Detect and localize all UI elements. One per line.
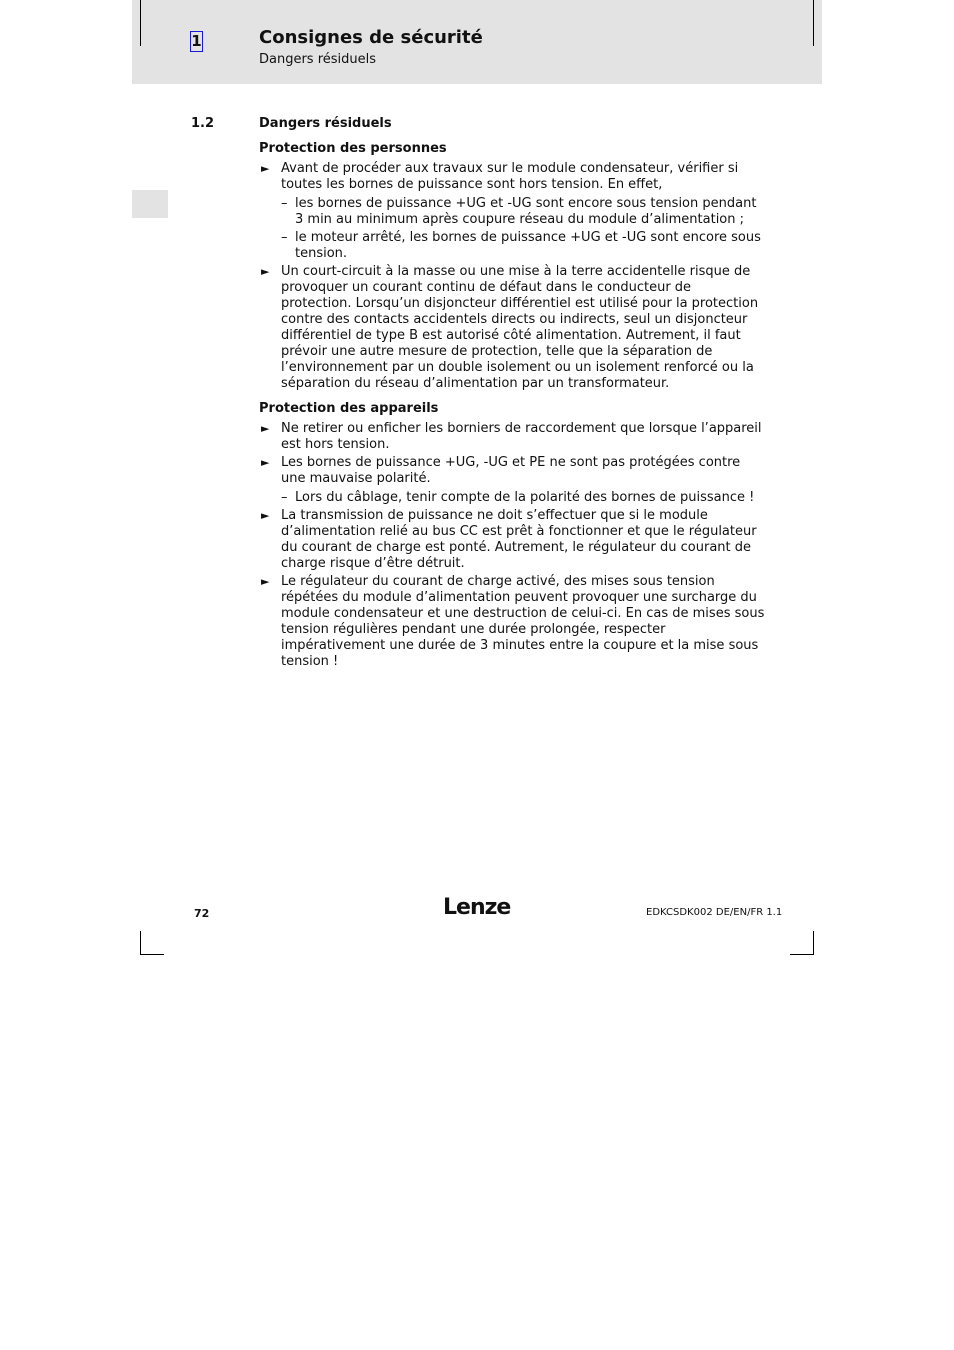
devices-heading: Protection des appareils: [259, 401, 439, 416]
side-tab-marker: [132, 190, 168, 218]
list-item: [259, 455, 765, 487]
list-item: [259, 508, 765, 572]
persons-heading: Protection des personnes: [259, 141, 447, 156]
section-number: 1.2: [191, 116, 215, 131]
chapter-subtitle: Dangers résiduels: [259, 52, 377, 67]
list-item: [259, 421, 765, 453]
crop-mark-bottom-left-h: [140, 954, 164, 955]
list-item: [259, 161, 765, 193]
bullet-arrow-icon: ►: [261, 422, 270, 435]
list-item-text: La transmission de puissance ne doit s’effectuer que si le module d’alimentation relié au bus CC est prêt à fonctionner et que le régulateur du courant de charge est ponté. Autrement, le régulateur du courant de charge risque d’être détruit.: [281, 508, 757, 571]
sub-list-item-text: le moteur arrêté, les bornes de puissance +UG et -UG sont encore sous tension.: [295, 230, 761, 261]
list-item: [259, 264, 765, 392]
crop-mark-top-left: [140, 0, 141, 46]
dash-icon: –: [281, 490, 288, 505]
list-item: [259, 574, 765, 670]
chapter-title: Consignes de sécurité: [259, 27, 483, 48]
crop-mark-top-right: [813, 0, 814, 46]
crop-mark-bottom-left-v: [140, 931, 141, 955]
sub-list-item-text: les bornes de puissance +UG et -UG sont encore sous tension pendant 3 min au minimum après coupure réseau du module d’alimentation ;: [295, 196, 757, 227]
bullet-arrow-icon: ►: [261, 162, 270, 175]
sub-list-item: [259, 196, 765, 228]
list-item-text: Ne retirer ou enficher les borniers de raccordement que lorsque l’appareil est hors tension.: [281, 421, 762, 452]
crop-mark-bottom-right-h: [790, 954, 814, 955]
section-body: [259, 141, 765, 672]
section-title: Dangers résiduels: [259, 116, 392, 131]
list-item-text: Un court-circuit à la masse ou une mise à la terre accidentelle risque de provoquer un courant continu de défaut dans le conducteur de protection. Lorsqu’un disjoncteur différentiel est utilisé pour la protection contre des contacts accidentels directs ou indirects, seul un disjoncteur différentiel de type B est autorisé côté alimentation. Autrement, il faut prévoir une autre mesure de protection, telle que la séparation de l’environnement par un double isolement ou un isolement renforcé ou la séparation du réseau d’alimentation par un transformateur.: [281, 264, 759, 391]
dash-icon: –: [281, 196, 288, 211]
bullet-arrow-icon: ►: [261, 456, 270, 469]
sub-list-item: [259, 230, 765, 262]
dash-icon: –: [281, 230, 288, 245]
bullet-arrow-icon: ►: [261, 265, 270, 278]
bullet-arrow-icon: ►: [261, 509, 270, 522]
bullet-arrow-icon: ►: [261, 575, 270, 588]
page-number: 72: [194, 907, 210, 920]
lenze-logo: Lenze: [443, 895, 511, 920]
list-item-text: Avant de procéder aux travaux sur le module condensateur, vérifier si toutes les bornes de puissance sont hors tension. En effet,: [281, 161, 739, 192]
crop-mark-bottom-right-v: [813, 931, 814, 955]
document-id: EDKCSDK002 DE/EN/FR 1.1: [646, 907, 783, 918]
sub-list-item-text: Lors du câblage, tenir compte de la polarité des bornes de puissance !: [295, 490, 755, 505]
chapter-number: 1: [191, 32, 202, 50]
list-item-text: Le régulateur du courant de charge activé, des mises sous tension répétées du module d’alimentation peuvent provoquer une surcharge du module condensateur et une destruction de celui-ci. En cas de mises sous tension régulières pendant une durée prolongée, respecter impérativement une durée de 3 minutes entre la coupure et la mise sous tension !: [281, 574, 765, 669]
list-item-text: Les bornes de puissance +UG, -UG et PE ne sont pas protégées contre une mauvaise polarité.: [281, 455, 741, 486]
sub-list-item: [259, 490, 765, 506]
